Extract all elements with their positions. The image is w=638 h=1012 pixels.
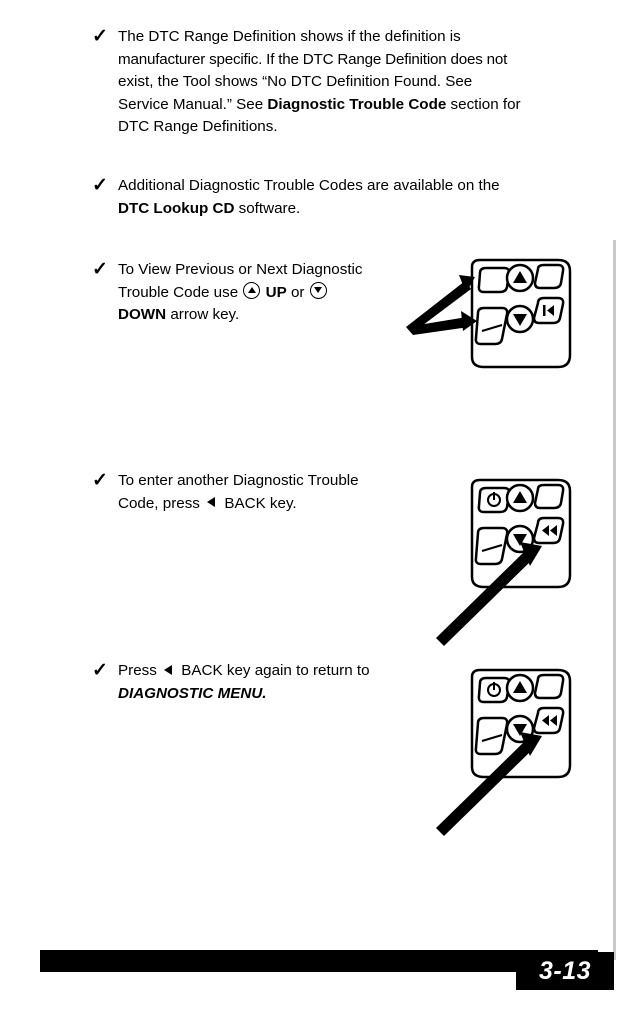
menu-name: DIAGNOSTIC MENU. — [118, 684, 267, 702]
right-margin-rule — [613, 240, 616, 960]
checkmark-bullet-icon: ✓ — [92, 26, 108, 47]
keypad-back-2 — [458, 660, 588, 800]
bullet-text — [118, 259, 363, 327]
back-label: BACK — [224, 494, 266, 512]
enter-key-icon — [535, 485, 563, 508]
bullet-text — [118, 660, 370, 705]
checkmark-bullet-icon: ✓ — [92, 259, 108, 280]
line-1: To View Previous or Next Diagnostic — [118, 261, 363, 278]
up-label: UP — [265, 283, 287, 301]
pointer-arrow-back-1 — [426, 520, 546, 650]
line-2: Trouble Code use — [118, 283, 243, 301]
line-2-tail: key. — [265, 494, 297, 512]
bullet-dtc-range-definition — [92, 26, 604, 139]
back-label: BACK — [181, 662, 223, 679]
back-key-icon — [162, 662, 176, 677]
down-label: DOWN — [118, 306, 167, 323]
line-5: DTC Range Definitions. — [118, 118, 278, 135]
bullet-return-to-menu — [92, 660, 442, 705]
bullet-text — [118, 175, 500, 220]
line-3: exist, the Tool shows “No DTC Definition Found. See — [118, 73, 473, 90]
line-1: Additional Diagnostic Trouble Codes are available on the — [118, 177, 500, 194]
line-2-bold: DTC Lookup CD — [118, 199, 235, 217]
keypad-back-1 — [458, 470, 588, 610]
bullet-enter-another-code — [92, 470, 442, 515]
bullet-dtc-lookup-cd — [92, 175, 604, 220]
bullet-view-prev-next — [92, 259, 442, 327]
pointer-arrow-back-2 — [426, 710, 546, 840]
keypad-up-down — [458, 255, 588, 385]
enter-key-icon — [535, 265, 563, 288]
footer-bar — [40, 950, 598, 972]
up-arrow-key-icon — [243, 282, 260, 299]
checkmark-bullet-icon: ✓ — [92, 175, 108, 196]
pointer-arrows-up-down — [403, 255, 533, 380]
line-1: To enter another Diagnostic Trouble — [118, 472, 359, 489]
line-4-tail: section for — [446, 95, 521, 113]
checkmark-bullet-icon: ✓ — [92, 470, 108, 491]
line-1-tail: key again to return to — [222, 662, 370, 679]
bullet-text — [118, 470, 359, 515]
page-number: 3-13 — [516, 952, 614, 990]
line-2-tail: software. — [234, 199, 301, 217]
down-arrow-key-icon — [310, 282, 327, 299]
line-1: The DTC Range Definition shows if the definition is — [118, 28, 461, 45]
line-2: Code, press — [118, 494, 205, 512]
line-4-bold: Diagnostic Trouble Code — [267, 95, 447, 113]
enter-key-icon — [535, 675, 563, 698]
line-3-tail: arrow key. — [166, 306, 240, 323]
back-key-icon — [205, 495, 219, 510]
checkmark-bullet-icon: ✓ — [92, 660, 108, 681]
line-1: Press — [118, 662, 162, 679]
or-text: or — [286, 283, 309, 301]
bullet-text — [118, 26, 521, 139]
line-2: manufacturer specific. If the DTC Range Definition does not — [118, 50, 508, 68]
line-4: Service Manual.” See — [118, 95, 268, 113]
